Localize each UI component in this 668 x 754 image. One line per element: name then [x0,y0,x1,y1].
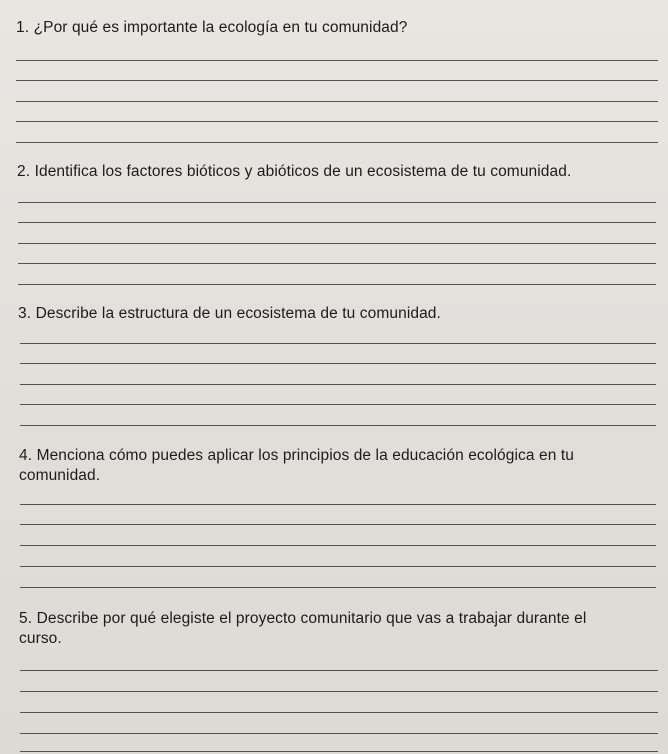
answer-line[interactable] [20,545,656,546]
question-5 [19,609,659,649]
answer-line[interactable] [18,263,656,264]
answer-line[interactable] [18,202,656,203]
answer-line[interactable] [20,363,656,364]
answer-line[interactable] [20,587,656,588]
question-4-number: 4. [19,447,33,464]
question-2 [17,162,571,182]
question-1-number: 1. [16,19,30,36]
answer-line[interactable] [20,384,656,385]
question-1-text: ¿Por qué es importante la ecología en tu comunidad? [33,19,408,36]
answer-line[interactable] [16,142,658,143]
answer-line[interactable] [20,712,658,713]
question-4 [19,446,659,486]
question-4-line-1 [19,446,659,466]
answer-line[interactable] [18,284,656,285]
question-3-number: 3. [18,305,32,322]
question-5-line-1 [19,609,659,629]
answer-line[interactable] [20,343,656,344]
answer-line[interactable] [20,733,658,734]
answer-line[interactable] [20,524,656,525]
answer-line[interactable] [20,404,656,405]
answer-line[interactable] [20,566,656,567]
answer-line[interactable] [20,425,656,426]
question-2-text: Identifica los factores bióticos y abióticos de un ecosistema de tu comunidad. [34,163,572,180]
question-3-text: Describe la estructura de un ecosistema de tu comunidad. [35,305,441,322]
question-3 [18,304,441,324]
answer-line[interactable] [20,670,658,671]
answer-line[interactable] [16,80,658,81]
answer-line[interactable] [20,751,658,752]
answer-line[interactable] [20,691,658,692]
answer-line[interactable] [18,222,656,223]
question-5-number: 5. [19,610,33,627]
answer-line[interactable] [16,101,658,102]
answer-line[interactable] [16,60,658,61]
question-4-text: Menciona cómo puedes aplicar los principios de la educación ecológica en tu [36,447,574,464]
question-2-number: 2. [17,163,31,180]
question-5-text-continued: curso. [19,630,62,647]
question-1 [16,18,407,38]
answer-line[interactable] [20,504,656,505]
answer-line[interactable] [16,121,658,122]
answer-line[interactable] [18,243,656,244]
question-4-text-continued: comunidad. [19,467,101,484]
question-5-text: Describe por qué elegiste el proyecto comunitario que vas a trabajar durante el [36,610,587,627]
